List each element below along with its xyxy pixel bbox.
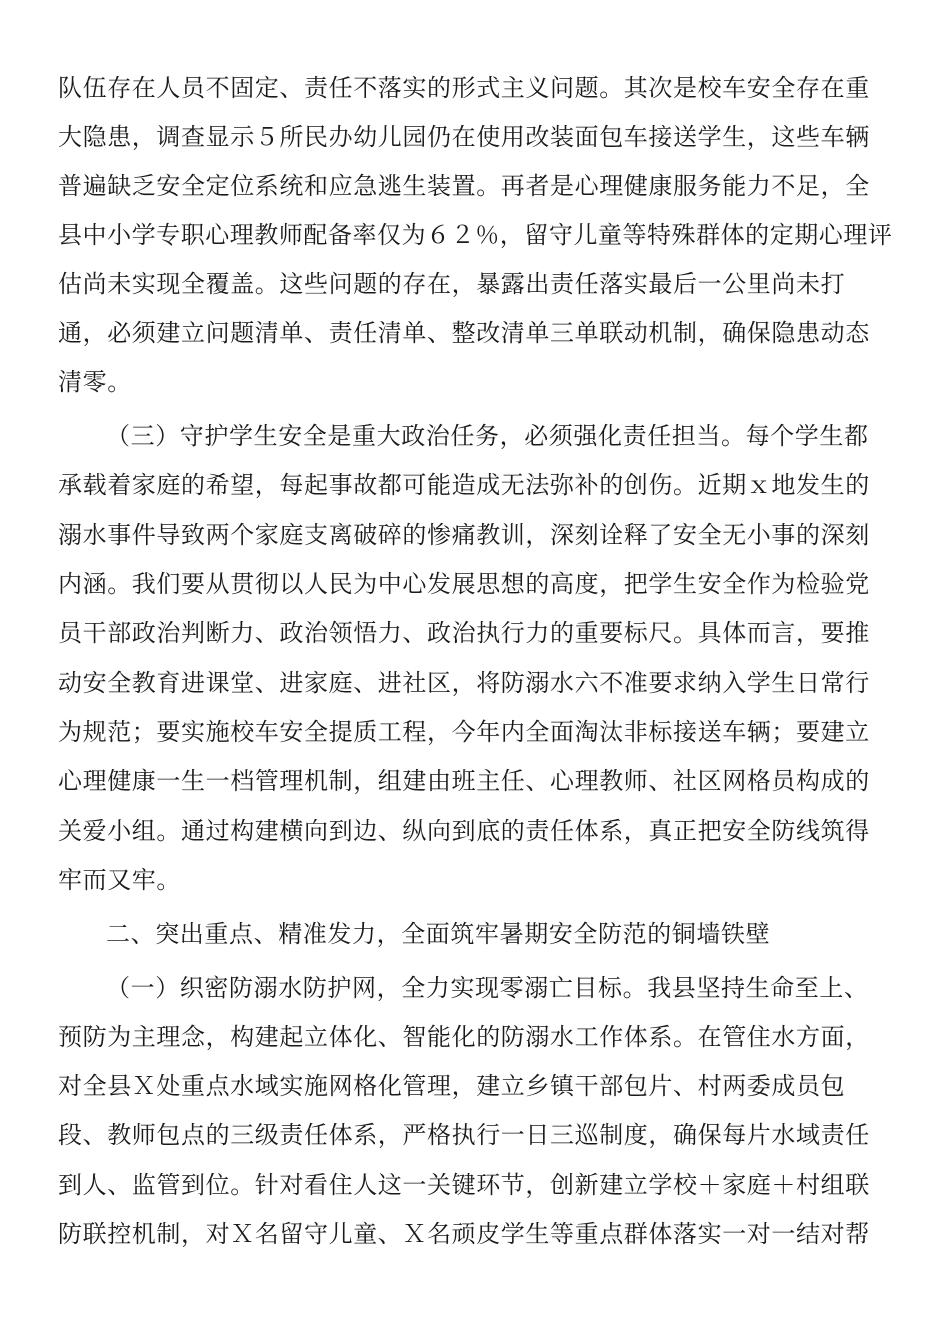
- paragraph-1-line-2: 大隐患，调查显示５所民办幼儿园仍在使用改装面包车接送学生，这些车辆: [58, 123, 870, 151]
- paragraph-1-line-3: 普遍缺乏安全定位系统和应急逃生装置。再者是心理健康服务能力不足，全: [58, 172, 870, 200]
- paragraph-3-line-2: 预防为主理念，构建起立体化、智能化的防溺水工作体系。在管住水方面，: [58, 1023, 870, 1051]
- paragraph-3-line-6: 防联控机制，对Ｘ名留守儿童、Ｘ名顽皮学生等重点群体落实一对一结对帮: [58, 1220, 870, 1248]
- paragraph-2-line-8: 心理健康一生一档管理机制，组建由班主任、心理教师、社区网格员构成的: [58, 767, 870, 795]
- paragraph-2-line-5: 员干部政治判断力、政治领悟力、政治执行力的重要标尺。具体而言，要推: [58, 619, 870, 647]
- paragraph-2-line-2: 承载着家庭的希望，每起事故都可能造成无法弥补的创伤。近期ｘ地发生的: [58, 471, 870, 499]
- paragraph-1-line-4: 县中小学专职心理教师配备率仅为６２％，留守儿童等特殊群体的定期心理评: [58, 221, 893, 249]
- paragraph-2-line-4: 内涵。我们要从贯彻以人民为中心发展思想的高度，把学生安全作为检验党: [58, 570, 870, 598]
- paragraph-1-line-6: 通，必须建立问题清单、责任清单、整改清单三单联动机制，确保隐患动态: [58, 319, 870, 347]
- paragraph-2-line-7: 为规范；要实施校车安全提质工程，今年内全面淘汰非标接送车辆；要建立: [58, 718, 870, 746]
- paragraph-1-line-1: 队伍存在人员不固定、责任不落实的形式主义问题。其次是校车安全存在重: [58, 74, 870, 102]
- paragraph-3-line-5: 到人、监管到位。针对看住人这一关键环节，创新建立学校＋家庭＋村组联: [58, 1171, 870, 1199]
- paragraph-3-line-1: （一）织密防溺水防护网，全力实现零溺亡目标。我县坚持生命至上、: [106, 974, 869, 1002]
- paragraph-2-line-1: （三）守护学生安全是重大政治任务，必须强化责任担当。每个学生都: [106, 422, 869, 450]
- paragraph-2-line-6: 动安全教育进课堂、进家庭、进社区，将防溺水六不准要求纳入学生日常行: [58, 669, 870, 697]
- paragraph-3-line-4: 段、教师包点的三级责任体系，严格执行一日三巡制度，确保每片水域责任: [58, 1121, 870, 1149]
- section-heading: 二、突出重点、精准发力，全面筑牢暑期安全防范的铜墙铁壁: [106, 920, 771, 948]
- paragraph-3-line-3: 对全县Ｘ处重点水域实施网格化管理，建立乡镇干部包片、村两委成员包: [58, 1072, 846, 1100]
- paragraph-2-line-3: 溺水事件导致两个家庭支离破碎的惨痛教训，深刻诠释了安全无小事的深刻: [58, 521, 870, 549]
- paragraph-2-line-10: 牢而又牢。: [58, 866, 181, 894]
- paragraph-2-line-9: 关爱小组。通过构建横向到边、纵向到底的责任体系，真正把安全防线筑得: [58, 817, 870, 845]
- paragraph-1-line-5: 估尚未实现全覆盖。这些问题的存在，暴露出责任落实最后一公里尚未打: [58, 270, 846, 298]
- paragraph-1-line-7: 清零。: [58, 368, 132, 396]
